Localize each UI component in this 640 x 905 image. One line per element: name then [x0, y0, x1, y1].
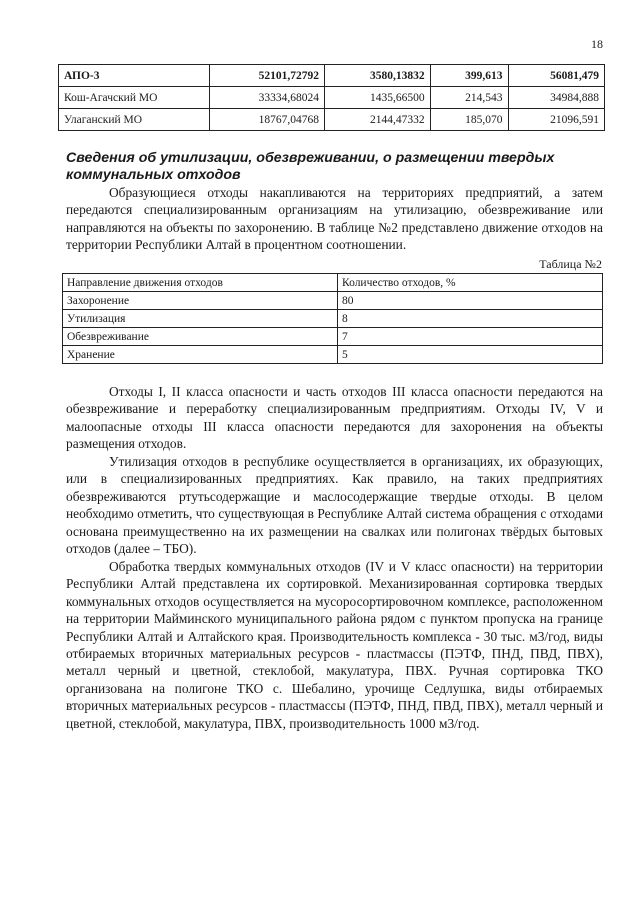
page-number: 18 — [591, 37, 603, 51]
table-cell: 214,543 — [430, 87, 508, 109]
table-row — [59, 65, 605, 87]
table-cell: 2144,47332 — [324, 109, 430, 131]
table-row — [63, 310, 603, 328]
table-cell: 5 — [338, 346, 603, 364]
table-cell: Обезвреживание — [63, 328, 338, 346]
column-header: Количество отходов, % — [338, 274, 603, 292]
table-cell: 52101,72792 — [210, 65, 325, 87]
paragraph-intro: Образующиеся отходы накапливаются на территориях предприятий, а затем передаются специализированным организациям на утилизацию, обезвреживание или направляются на объекты по захоронению. В таблице №2 представлено движение отходов на территории Республики Алтай в процентном соотношении. — [66, 185, 603, 253]
table-cell: 7 — [338, 328, 603, 346]
table-row — [63, 346, 603, 364]
table-row — [59, 109, 605, 131]
table-row — [63, 328, 603, 346]
table-label: Таблица №2 — [539, 257, 602, 271]
table-cell: 399,613 — [430, 65, 508, 87]
table-cell: 1435,66500 — [324, 87, 430, 109]
waste-movement-table — [62, 273, 603, 364]
table-cell: АПО-3 — [59, 65, 210, 87]
section-title: Сведения об утилизации, обезвреживании, о размещении твердых коммунальных отходов — [66, 150, 555, 183]
table-cell: Захоронение — [63, 292, 338, 310]
table-cell: 18767,04768 — [210, 109, 325, 131]
table-cell: 3580,13832 — [324, 65, 430, 87]
paragraph-hazard-classes: Отходы I, II класса опасности и часть отходов III класса опасности передаются на обезвреживание и переработку специализированным предприятиям. Отходы IV, V и малоопасные отходы III класса опасности передаются для захоронения на объекты размещения отходов. — [66, 384, 603, 452]
table-row — [59, 87, 605, 109]
table-cell: Утилизация — [63, 310, 338, 328]
column-header: Направление движения отходов — [63, 274, 338, 292]
table-cell: 34984,888 — [508, 87, 604, 109]
table-cell: Кош-Агачский МО — [59, 87, 210, 109]
paragraph-utilization: Утилизация отходов в республике осуществляется в организациях, их образующих, или в специализированных предприятиях. Как правило, на таких предприятиях обезвреживаются ртутьсодержащие и маслосодержащие твердые отходы. В целом необходимо отметить, что существующая в Республике Алтай система обращения с отходами основана преимущественно на их размещении на свалках или полигонах твёрдых бытовых отходов (далее – ТБО). — [66, 454, 603, 557]
table-cell: 33334,68024 — [210, 87, 325, 109]
table-cell: 21096,591 — [508, 109, 604, 131]
table-cell: Улаганский МО — [59, 109, 210, 131]
paragraph-sorting: Обработка твердых коммунальных отходов (IV и V класс опасности) на территории Республики Алтай представлена их сортировкой. Механизированная сортировка твердых коммунальных отходов осуществляется на мусоросортировочном комплексе, расположенном на территории Майминского муниципального района рядом с пунктом пропуска на границе Республики Алтай и Алтайского края. Производительность комплекса - 30 тыс. м3/год, виды отбираемых вторичных материальных ресурсов - пластмассы (ПЭТФ, ПНД, ПВД, ПВХ), металл черный и цветной, стеклобой, макулатура, ПВХ. Ручная сортировка ТКО организована на полигоне ТКО с. Шебалино, урочище Седлушка, виды отбираемых вторичных материальных ресурсов - пластмассы (ПЭТФ, ПНД, ПВД, ПВХ), металл черный и цветной, стеклобой, макулатура, ПВХ, производительность 1000 м3/год. — [66, 559, 603, 731]
table-row — [63, 292, 603, 310]
table-header-row — [63, 274, 603, 292]
table-cell: 8 — [338, 310, 603, 328]
table-cell: 80 — [338, 292, 603, 310]
table-cell: Хранение — [63, 346, 338, 364]
summary-table — [58, 64, 605, 131]
table-cell: 56081,479 — [508, 65, 604, 87]
table-cell: 185,070 — [430, 109, 508, 131]
